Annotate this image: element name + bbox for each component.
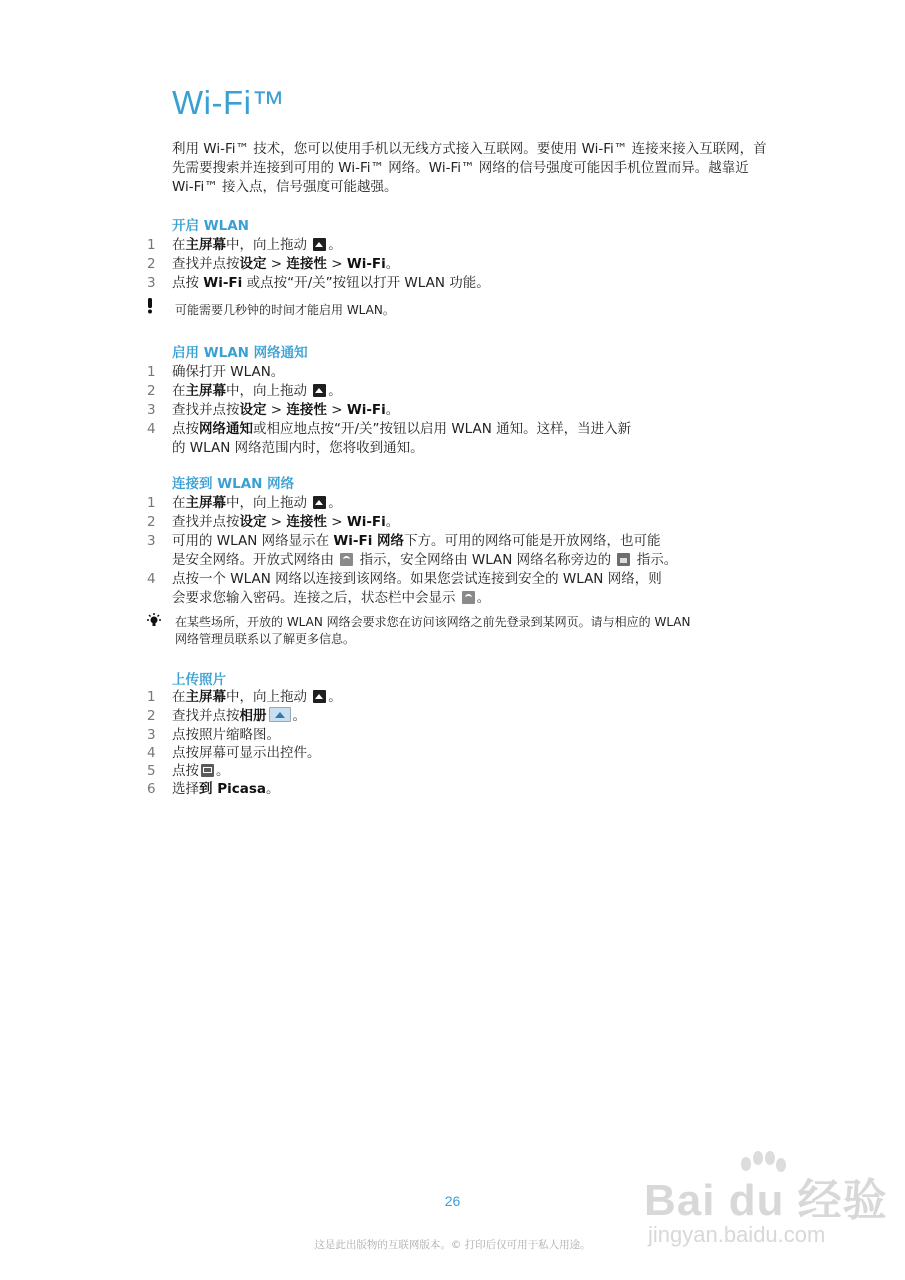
- step-text: 查找并点按设定 > 连接性 > Wi-Fi。: [172, 256, 400, 272]
- note-text: 可能需要几秒钟的时间才能启用 WLAN。: [175, 303, 395, 317]
- step-number: 2: [147, 383, 156, 399]
- warning-icon: [145, 298, 155, 314]
- step-text: 选择到 Picasa。: [172, 781, 280, 797]
- step-number: 2: [147, 256, 156, 272]
- step-number: 3: [147, 533, 156, 549]
- step-number: 1: [147, 237, 156, 253]
- tip-text: 在某些场所，开放的 WLAN 网络会要求您在访问该网络之前先登录到某网页。请与相应的 WLAN 网络管理员联系以了解更多信息。: [175, 615, 691, 646]
- intro-paragraph: 利用 Wi-Fi™ 技术，您可以使用手机以无线方式接入互联网。要使用 Wi-Fi™ 连接来接入互联网，首先需要搜索并连接到可用的 Wi-Fi™ 网络。Wi-Fi™ 网络的信号强度可能因手机位置而异。越靠近 Wi-Fi™ 接入点，信号强度可能越强。: [172, 141, 767, 195]
- share-icon: [201, 764, 214, 777]
- section-heading: 上传照片: [172, 672, 226, 688]
- step-text: 查找并点按设定 > 连接性 > Wi-Fi。: [172, 514, 400, 530]
- step-number: 1: [147, 495, 156, 511]
- section-heading: 启用 WLAN 网络通知: [172, 345, 308, 361]
- step-text: 点按 。: [172, 763, 230, 779]
- page-title: Wi-Fi™: [172, 84, 285, 121]
- step-number: 2: [147, 514, 156, 530]
- drag-up-icon: [313, 238, 326, 251]
- step-number: 4: [147, 421, 156, 437]
- tip-lightbulb-icon: [145, 613, 163, 629]
- drag-up-icon: [313, 496, 326, 509]
- step-number: 3: [147, 402, 156, 418]
- step-number: 5: [147, 763, 156, 779]
- step-text: 在主屏幕中，向上拖动 。: [172, 237, 342, 253]
- step-number: 3: [147, 727, 156, 743]
- step-text: 在主屏幕中，向上拖动 。: [172, 383, 342, 399]
- step-number: 2: [147, 708, 156, 724]
- step-text: 点按照片缩略图。: [172, 727, 280, 743]
- step-number: 6: [147, 781, 156, 797]
- watermark-site: jingyan.baidu.com: [648, 1222, 826, 1247]
- step-number: 4: [147, 571, 156, 587]
- step-text: 点按 Wi-Fi 或点按“开/关”按钮以打开 WLAN 功能。: [172, 275, 490, 291]
- step-text: 点按屏幕可显示出控件。: [172, 745, 321, 761]
- step-text: 查找并点按相册 。: [172, 708, 306, 724]
- secure-network-icon: [617, 553, 630, 566]
- step-number: 3: [147, 275, 156, 291]
- step-text: 查找并点按设定 > 连接性 > Wi-Fi。: [172, 402, 400, 418]
- step-number: 4: [147, 745, 156, 761]
- footer-note: 这是此出版物的互联网版本。© 打印后仅可用于私人用途。: [314, 1239, 591, 1251]
- step-text: 在主屏幕中，向上拖动 。: [172, 689, 342, 705]
- section-heading: 开启 WLAN: [172, 218, 249, 234]
- page-number: 26: [444, 1193, 461, 1209]
- step-text: 点按一个 WLAN 网络以连接到该网络。如果您尝试连接到安全的 WLAN 网络，则 会要求您输入密码。连接之后，状态栏中会显示 。: [172, 571, 662, 606]
- step-text: 确保打开 WLAN。: [172, 364, 285, 380]
- step-text: 可用的 WLAN 网络显示在 Wi-Fi 网络下方。可用的网络可能是开放网络，也可能 是安全网络。开放式网络由 指示，安全网络由 WLAN 网络名称旁边的 指示。: [172, 533, 678, 568]
- drag-up-icon: [313, 690, 326, 703]
- watermark-brand: Bai du 经验: [644, 1176, 888, 1225]
- section-heading: 连接到 WLAN 网络: [172, 476, 295, 492]
- wifi-status-icon: [462, 591, 475, 604]
- open-network-icon: [340, 553, 353, 566]
- step-number: 1: [147, 689, 156, 705]
- step-text: 点按网络通知或相应地点按“开/关”按钮以启用 WLAN 通知。这样，当进入新 的 WLAN 网络范围内时，您将收到通知。: [172, 421, 632, 456]
- step-text: 在主屏幕中，向上拖动 。: [172, 495, 342, 511]
- album-icon: [269, 707, 291, 722]
- step-number: 1: [147, 364, 156, 380]
- drag-up-icon: [313, 384, 326, 397]
